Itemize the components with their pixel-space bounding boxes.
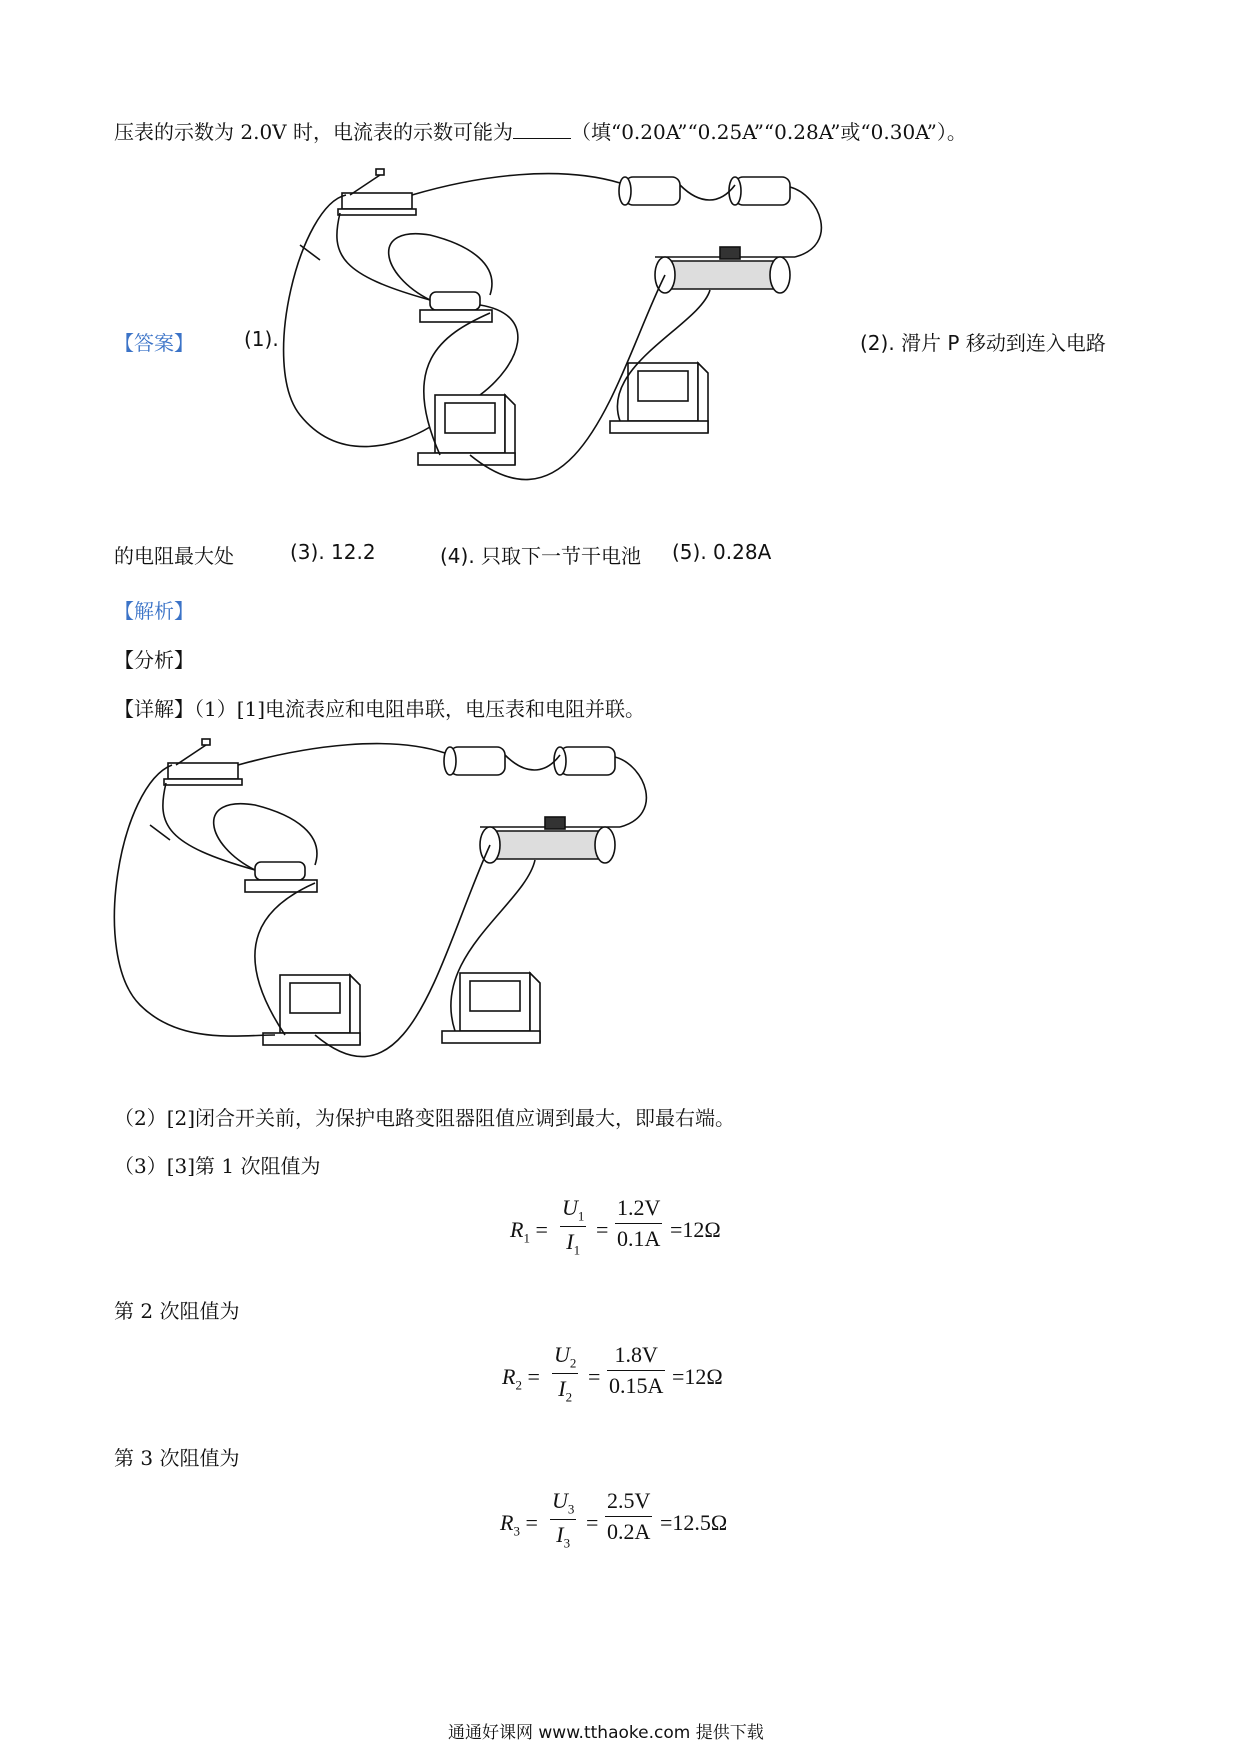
footer-text: 通通好课网 www.tthaoke.com 提供下载 — [448, 1723, 764, 1743]
detail-line — [114, 693, 645, 722]
eq3-result: 12.5Ω — [672, 1510, 728, 1535]
answer-part-3: (3). 12.2 — [290, 540, 376, 564]
answer-tag: 【答案】 — [114, 331, 194, 355]
answer-part-4: (4). 只取下一节干电池 — [440, 544, 642, 568]
eq1-value-fraction: 1.2V 0.1A — [617, 1195, 661, 1251]
battery-icon — [625, 177, 680, 205]
eq2-result: 12Ω — [684, 1364, 723, 1389]
eq2-value-fraction: 1.8V 0.15A — [609, 1342, 664, 1398]
eq3-value-fraction: 2.5V 0.2A — [607, 1488, 651, 1544]
fenxi-tag: 【分析】 — [114, 648, 194, 672]
answer-blank — [513, 120, 571, 139]
rheostat-icon — [490, 831, 605, 859]
question-line — [114, 116, 967, 145]
eq3-symbol-fraction: $U_3$ $I_3$ — [552, 1488, 575, 1551]
detail-text: （1）[1]电流表应和电阻串联，电压表和电阻并联。 — [194, 697, 646, 721]
equation-2: $R_2$ = $U_2$ $I_2$ = 1.8V 0.15A =12Ω — [502, 1342, 723, 1405]
step-2-text: （2）[2]闭合开关前，为保护电路变阻器阻值应调到最大，即最右端。 — [114, 1106, 736, 1130]
detail-tag: 【详解】 — [114, 697, 194, 721]
resistor-icon — [430, 292, 480, 310]
equation-3: $R_3$ = $U_3$ $I_3$ = 2.5V 0.2A =12.5Ω — [500, 1488, 728, 1551]
eq1-r-sub: 1 — [523, 1230, 530, 1246]
circuit-diagram-detail — [110, 735, 670, 1075]
battery-icon — [560, 747, 615, 775]
rheostat-icon — [665, 261, 780, 289]
battery-icon — [735, 177, 790, 205]
answer-part-5: (5). 0.28A — [672, 540, 772, 564]
eq2-symbol-fraction: $U_2$ $I_2$ — [554, 1342, 577, 1405]
eq1-symbol-fraction: $U_1$ $I_1$ — [562, 1195, 585, 1258]
answer-continuation: 的电阻最大处 — [114, 544, 234, 568]
analysis-tag: 【解析】 — [114, 599, 194, 623]
resistor-icon — [255, 862, 305, 880]
label-2: 第 2 次阻值为 — [114, 1299, 240, 1323]
switch-icon — [342, 193, 412, 209]
equation-1: $R_1$ = $U_1$ $I_1$ = 1.2V 0.1A =12Ω — [510, 1195, 721, 1258]
label-3: 第 3 次阻值为 — [114, 1446, 240, 1470]
answer-part-1: (1). — [244, 327, 279, 351]
question-text-after: （填“0.20A”“0.25A”“0.28A”或“0.30A”）。 — [570, 120, 967, 144]
eq1-result: 12Ω — [682, 1217, 721, 1242]
answer-part-2: (2). 滑片 P 移动到连入电路 — [860, 331, 1106, 355]
question-text-before: 压表的示数为 2.0V 时，电流表的示数可能为 — [114, 120, 513, 144]
switch-icon — [168, 763, 238, 779]
circuit-diagram-answer — [280, 165, 840, 505]
eq1-r: R — [510, 1217, 524, 1242]
battery-icon — [450, 747, 505, 775]
step-3-text: （3）[3]第 1 次阻值为 — [114, 1154, 321, 1178]
